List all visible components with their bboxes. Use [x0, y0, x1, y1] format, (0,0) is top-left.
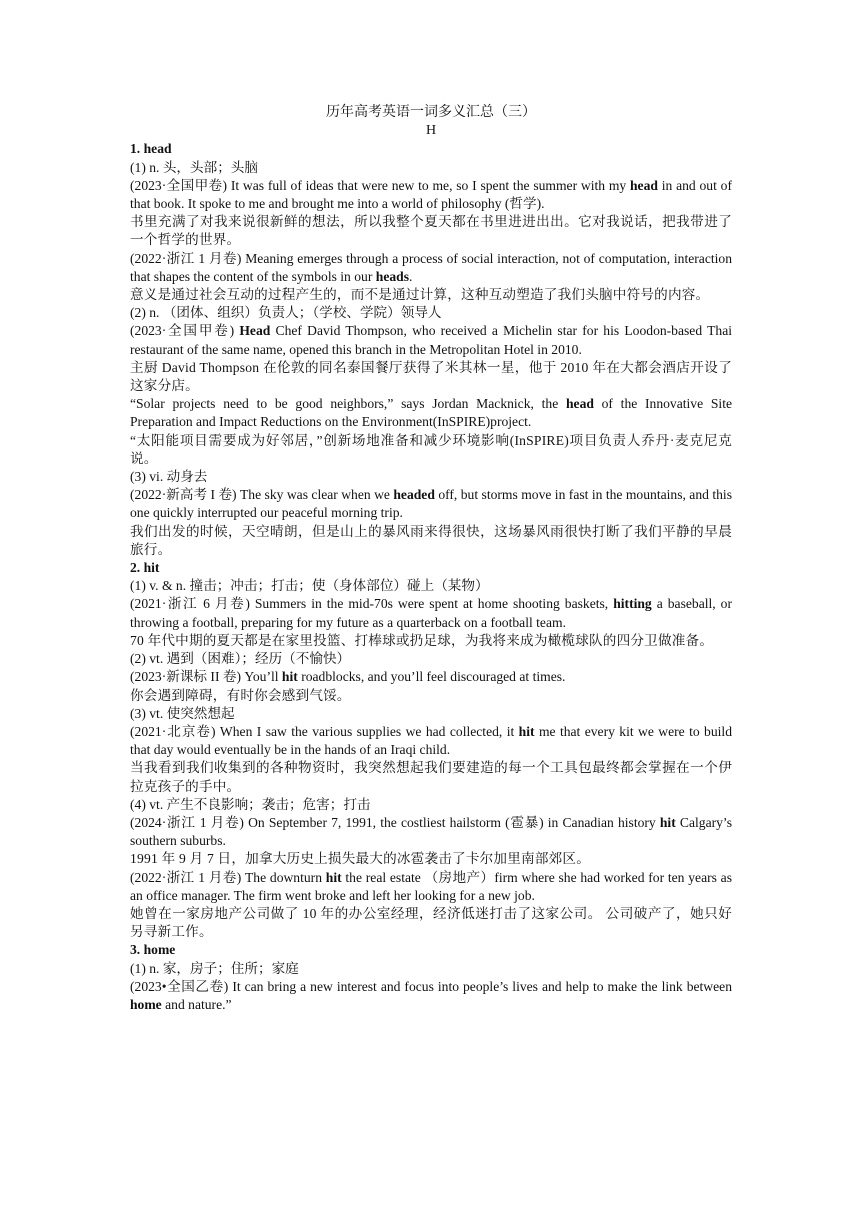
- example-text-post: Calgary’s southern suburbs.: [130, 814, 732, 849]
- example-text-pre: (2023·全国甲卷) It was full of ideas that were new to me, so I spent the summer with my: [130, 177, 630, 193]
- example-keyword: headed: [393, 487, 435, 503]
- example-translation: 书里充满了对我来说很新鲜的想法，所以我整个夏天都在书里进进出出。它对我说话，把我带进了一个哲学的世界。: [130, 214, 732, 248]
- example-text-post: the real estate （房地产）firm where she had worked for ten years as an office manager. The firm went broke and left her looking for a new job.: [130, 869, 733, 903]
- document-title: 历年高考英语一词多义汇总（三）: [326, 105, 536, 120]
- example-translation: 当我看到我们收集到的各种物资时，我突然想起我们要建造的每一个工具包最终都会掌握在一个伊拉克孩子的手中。: [130, 760, 732, 794]
- example-translation: “太阳能项目需要成为好邻居，”创新场地准备和减少环境影响(InSPIRE)项目负责人乔丹·麦克尼克说。: [130, 432, 732, 466]
- example-translation: 主厨 David Thompson 在伦敦的同名泰国餐厅获得了米其林一星，他于 2010 年在大都会酒店开设了这家分店。: [130, 359, 732, 394]
- example-sentence: [130, 395, 732, 431]
- example-translation: 1991 年 9 月 7 日，加拿大历史上损失最大的冰雹袭击了卡尔加里南部郊区。: [130, 851, 590, 867]
- example-translation: 她曾在一家房地产公司做了 10 年的办公室经理，经济低迷打击了这家公司。 公司破产了，她只好另寻新工作。: [130, 905, 732, 940]
- example-text-pre: (2022·浙江 1 月卷) The downturn: [130, 869, 326, 885]
- example-keyword: hit: [659, 814, 676, 830]
- example-keyword: head: [630, 177, 658, 193]
- example-sentence: [130, 250, 732, 286]
- example-text-pre: (2023•全国乙卷) It can bring a new interest and focus into people’s lives and help to make the link between: [130, 978, 732, 994]
- entry-word: 1. head: [130, 141, 172, 157]
- example-sentence: [130, 978, 732, 1014]
- example-sentence: [130, 869, 732, 905]
- example-keyword: head: [565, 396, 594, 412]
- example-text-pre: (2021·北京卷) When I saw the various supplies we had collected, it: [130, 723, 519, 739]
- example-sentence: [130, 814, 732, 850]
- example-text-pre: “Solar projects need to be good neighbors,” says Jordan Macknick, the: [130, 396, 566, 412]
- example-keyword: hit: [325, 869, 342, 885]
- sense-definition: (3) vt. 使突然想起: [130, 705, 235, 721]
- sense-definition: (2) vt. 遇到（困难）；经历（不愉快）: [130, 651, 351, 667]
- example-keyword: Head: [239, 323, 271, 339]
- example-sentence: [130, 322, 732, 358]
- example-keyword: hitting: [613, 596, 652, 612]
- section-letter: H: [425, 123, 437, 139]
- example-keyword: home: [130, 996, 162, 1012]
- example-text-post: Chef David Thompson, who received a Michelin star for his Loodon-based Thai restaurant of the same name, opened this branch in the Metropolitan Hotel in 2010.: [130, 323, 733, 357]
- sense-definition: (1) n. 头，头部；头脑: [130, 159, 258, 175]
- example-text-post: and nature.”: [161, 996, 232, 1012]
- sense-definition: (2) n. （团体、组织）负责人；（学校、学院）领导人: [130, 305, 442, 321]
- example-text-post: off, but storms move in fast in the mountains, and this one quickly interrupted our peaceful morning trip.: [130, 487, 732, 521]
- entry-word: 2. hit: [130, 560, 160, 576]
- example-text-pre: (2023·新课标 II 卷) You’ll: [130, 669, 282, 685]
- example-text-post: .: [409, 268, 413, 284]
- sense-definition: (4) vt. 产生不良影响；袭击；危害；打击: [130, 796, 371, 812]
- example-text-pre: (2021·浙江 6 月卷) Summers in the mid-70s were spent at home shooting baskets,: [130, 596, 614, 612]
- entry-word: 3. home: [130, 942, 176, 958]
- example-translation: 意义是通过社会互动的过程产生的，而不是通过计算，这种互动塑造了我们头脑中符号的内容。: [130, 287, 710, 303]
- example-text-post: of the Innovative Site Preparation and Impact Reductions on the Environment(InSPIRE)project.: [130, 396, 733, 430]
- example-text-pre: (2024·浙江 1 月卷) On September 7, 1991, the costliest hailstorm (雹暴) in Canadian history: [130, 814, 660, 830]
- example-translation: 70 年代中期的夏天都是在家里投篮、打棒球或扔足球，为我将来成为橄榄球队的四分卫做准备。: [130, 632, 714, 648]
- example-text-pre: (2022·浙江 1 月卷) Meaning emerges through a process of social interaction, not of computation, interaction that shapes the content of the symbols in our: [130, 250, 732, 284]
- example-keyword: hit: [518, 723, 535, 739]
- example-text-post: roadblocks, and you’ll feel discouraged at times.: [297, 669, 566, 685]
- entry-list: [130, 140, 732, 1014]
- example-translation: 你会遇到障碍，有时你会感到气馁。: [130, 687, 351, 703]
- example-sentence: [130, 723, 732, 759]
- example-keyword: hit: [281, 669, 298, 685]
- example-text-pre: (2023·全国甲卷): [130, 323, 240, 339]
- example-sentence: [130, 668, 732, 686]
- document-page: [130, 104, 732, 1014]
- sense-definition: (1) v. & n. 撞击；冲击；打击；使（身体部位）碰上（某物）: [130, 578, 489, 594]
- example-keyword: heads: [375, 268, 410, 284]
- example-translation: 我们出发的时候，天空晴朗，但是山上的暴风雨来得很快，这场暴风雨很快打断了我们平静的早晨旅行。: [130, 523, 732, 557]
- example-text-post: me that every kit we were to build that day would eventually be in the hands of an Iraqi child.: [130, 723, 733, 758]
- example-text-pre: (2022·新高考 I 卷) The sky was clear when we: [130, 487, 394, 503]
- example-sentence: [130, 595, 732, 631]
- example-text-post: in and out of that book. It spoke to me and brought me into a world of philosophy (哲学).: [130, 177, 732, 212]
- example-text-post: a baseball, or throwing a football, preparing for my future as a quarterback on a football team.: [130, 596, 732, 630]
- sense-definition: (3) vi. 动身去: [130, 469, 208, 485]
- sense-definition: (1) n. 家，房子；住所；家庭: [130, 960, 299, 976]
- example-sentence: [130, 486, 732, 522]
- example-sentence: [130, 177, 732, 213]
